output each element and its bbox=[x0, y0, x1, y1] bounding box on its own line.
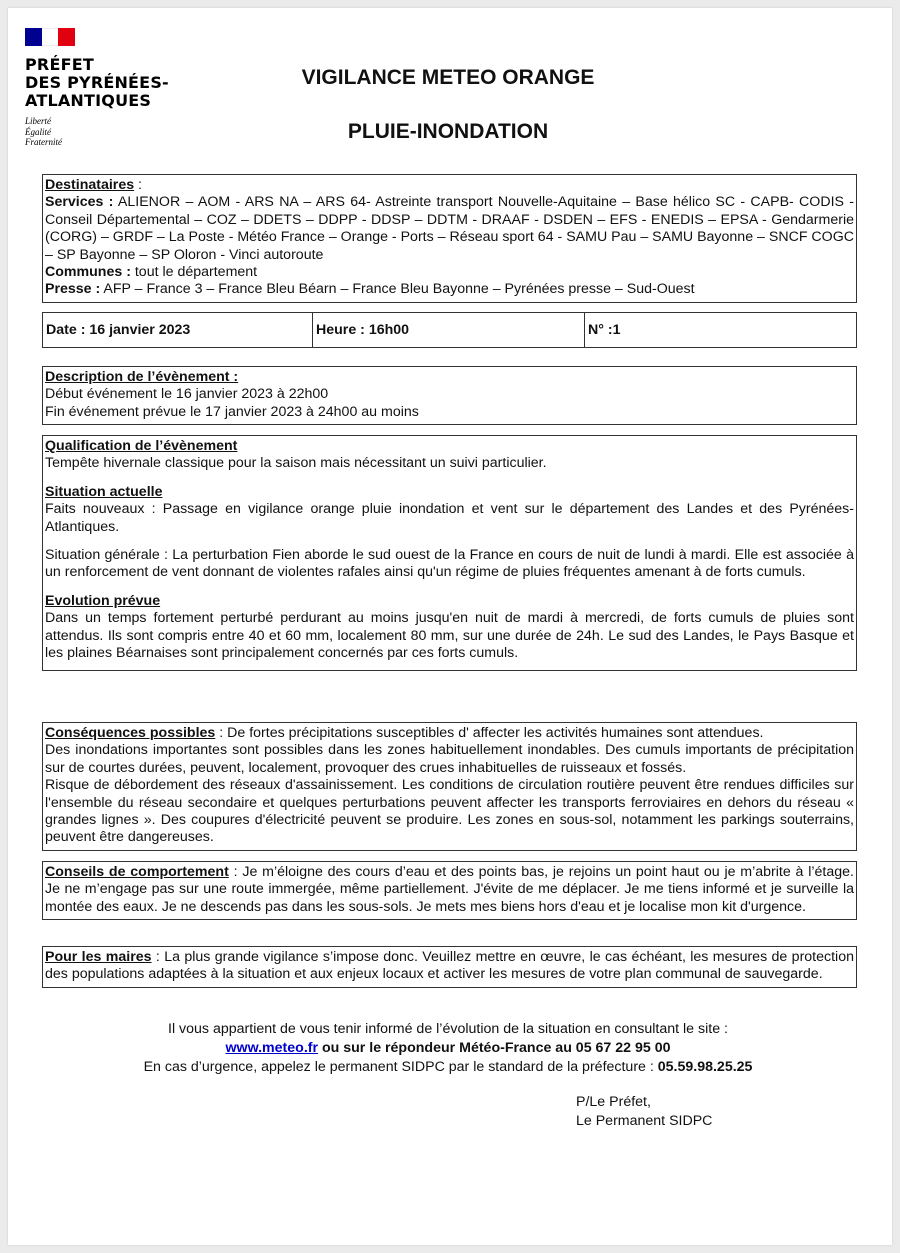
prefecture-phone: 05.59.98.25.25 bbox=[657, 1059, 753, 1075]
signature-line-2: Le Permanent SIDPC bbox=[576, 1113, 713, 1129]
mayors-text: : La plus grande vigilance s’impose donc. Veuillez mettre en œuvre, le cas échéant, les mesures de protection des populations adaptées à la situation et aux enjeux locaux et activer les mesures de votre plan communal de sauvegarde. bbox=[45, 949, 854, 983]
prefecture-logo bbox=[25, 28, 195, 148]
signature-line-1: P/Le Préfet, bbox=[576, 1094, 651, 1110]
presse-label: Presse : bbox=[45, 281, 101, 298]
meteo-link[interactable]: www.meteo.fr bbox=[225, 1040, 319, 1056]
qualification-heading: Qualification de l’évènement bbox=[45, 438, 238, 454]
services-label: Services : bbox=[45, 194, 114, 211]
communes-text: tout le département bbox=[130, 264, 258, 281]
french-flag-icon bbox=[25, 28, 75, 46]
advice-heading: Conseils de comportement bbox=[45, 864, 229, 880]
footer-line-3: En cas d’urgence, appelez le permanent SIDPC par le standard de la préfecture : bbox=[143, 1059, 658, 1075]
advice-text: : Je m’éloigne des cours d’eau et des points bas, je rejoins un point haut ou je m’abrite à l’étage. Je ne m’engage pas sur une route immergée, même partiellement. J'évite de me déplacer. Je me tiens informé et je surveille la montée des eaux. Je ne descends pas dans les sous-sols. Je mets mes biens hors d'eau et je localise mon kit d'urgence. bbox=[45, 864, 854, 915]
presse-text: AFP – France 3 – France Bleu Béarn – France Bleu Bayonne – Pyrénées presse – Sud-Ouest bbox=[100, 281, 695, 298]
logo-motto: Liberté Égalité Fraternité bbox=[25, 116, 62, 147]
event-end: Fin événement prévue le 17 janvier 2023 à 24h00 au moins bbox=[45, 403, 419, 420]
consequences-heading: Conséquences possibles bbox=[45, 725, 216, 741]
services-text: ALIENOR – AOM - ARS NA – ARS 64- Astreinte transport Nouvelle-Aquitaine – Base hélico SC - CAPB- CODIS - Conseil Départemental – COZ – DDETS – DDPP - DDSP – DDTM - DRAAF - DSDEN – EFS - ENEDIS – EPSA - Gendarmerie (CORG) – GRDF – La Poste - Météo France – Orange - Ports – Réseau sport 64 - SAMU Pau – SAMU Bayonne – SNCF COGC – SP Bayonne – SP Oloron - Vinci autoroute bbox=[45, 194, 854, 263]
event-description-box bbox=[42, 366, 857, 425]
mayors-box bbox=[42, 946, 857, 988]
logo-title: PRÉFET DES PYRÉNÉES- ATLANTIQUES bbox=[25, 55, 169, 110]
consequences-box bbox=[42, 722, 857, 851]
footer-line-1: Il vous appartient de vous tenir informé de l’évolution de la situation en consultant le site : bbox=[168, 1021, 728, 1037]
time-cell: Heure : 16h00 bbox=[313, 313, 585, 347]
qualification-text: Tempête hivernale classique pour la saison mais nécessitant un suivi particulier. bbox=[45, 455, 547, 472]
forecast-heading: Evolution prévue bbox=[45, 592, 161, 609]
event-heading: Description de l’évènement : bbox=[45, 369, 239, 385]
footer-info bbox=[68, 1020, 828, 1077]
date-cell: Date : 16 janvier 2023 bbox=[43, 313, 313, 347]
date-info-row bbox=[42, 312, 857, 348]
current-situation-heading: Situation actuelle bbox=[45, 483, 163, 500]
recipients-heading: Destinataires bbox=[45, 177, 135, 193]
recipients-box bbox=[42, 174, 857, 303]
consequences-intro: : De fortes précipitations susceptibles d' affecter les activités humaines sont attendues. bbox=[215, 725, 764, 741]
mayors-heading: Pour les maires bbox=[45, 949, 152, 965]
general-situation-text: Situation générale : La perturbation Fien aborde le sud ouest de la France en cours de nuit de lundi à mardi. Elle est associée à un renforcement de vent donnant de violentes rafales ainsi qu'un régime de pluies fréquentes amenant à de forts cumuls. bbox=[45, 547, 854, 581]
event-start: Début événement le 16 janvier 2023 à 22h00 bbox=[45, 386, 329, 403]
communes-label: Communes : bbox=[45, 264, 131, 281]
new-facts-text: Faits nouveaux : Passage en vigilance orange pluie inondation et vent sur le département des Landes et des Pyrénées-Atlantiques. bbox=[45, 501, 854, 535]
forecast-text: Dans un temps fortement perturbé perdurant au moins jusqu'en nuit de mardi à mercredi, de forts cumuls de pluies sont attendus. Ils sont compris entre 40 et 60 mm, localement 80 mm, sur une durée de 24h. Le sud des Landes, le Pays Basque et les plaines Béarnaises sont principalement concernés par ces forts cumuls. bbox=[45, 610, 854, 662]
consequences-paragraph-1: Des inondations importantes sont possibles dans les zones habituellement inondables. Des cumuls importants de précipitation sur de courtes durées, peuvent, localement, provoquer des crues inhabituelles de ruisseaux et fossés. bbox=[45, 742, 854, 776]
page-title: VIGILANCE METEO ORANGE bbox=[301, 66, 595, 89]
document-page bbox=[8, 8, 892, 1245]
consequences-paragraph-2: Risque de débordement des réseaux d'assainissement. Les conditions de circulation routière peuvent être rendues difficiles sur l'ensemble du réseau secondaire et quelques perturbations peuvent affecter les transports ferroviaires en dehors du réseau « grandes lignes ». Des coupures d'électricité peuvent se produire. Les zones en sous-sol, notamment les parkings souterrains, peuvent être dangereuses. bbox=[45, 777, 854, 846]
page-subtitle: PLUIE-INONDATION bbox=[347, 120, 549, 143]
signature-block bbox=[576, 1093, 712, 1131]
footer-phone-line: ou sur le répondeur Météo-France au 05 67 22 95 00 bbox=[318, 1040, 671, 1056]
advice-box bbox=[42, 861, 857, 920]
number-cell: N° :1 bbox=[588, 322, 621, 338]
situation-box bbox=[42, 435, 857, 671]
recipients-heading-suffix: : bbox=[134, 177, 142, 193]
